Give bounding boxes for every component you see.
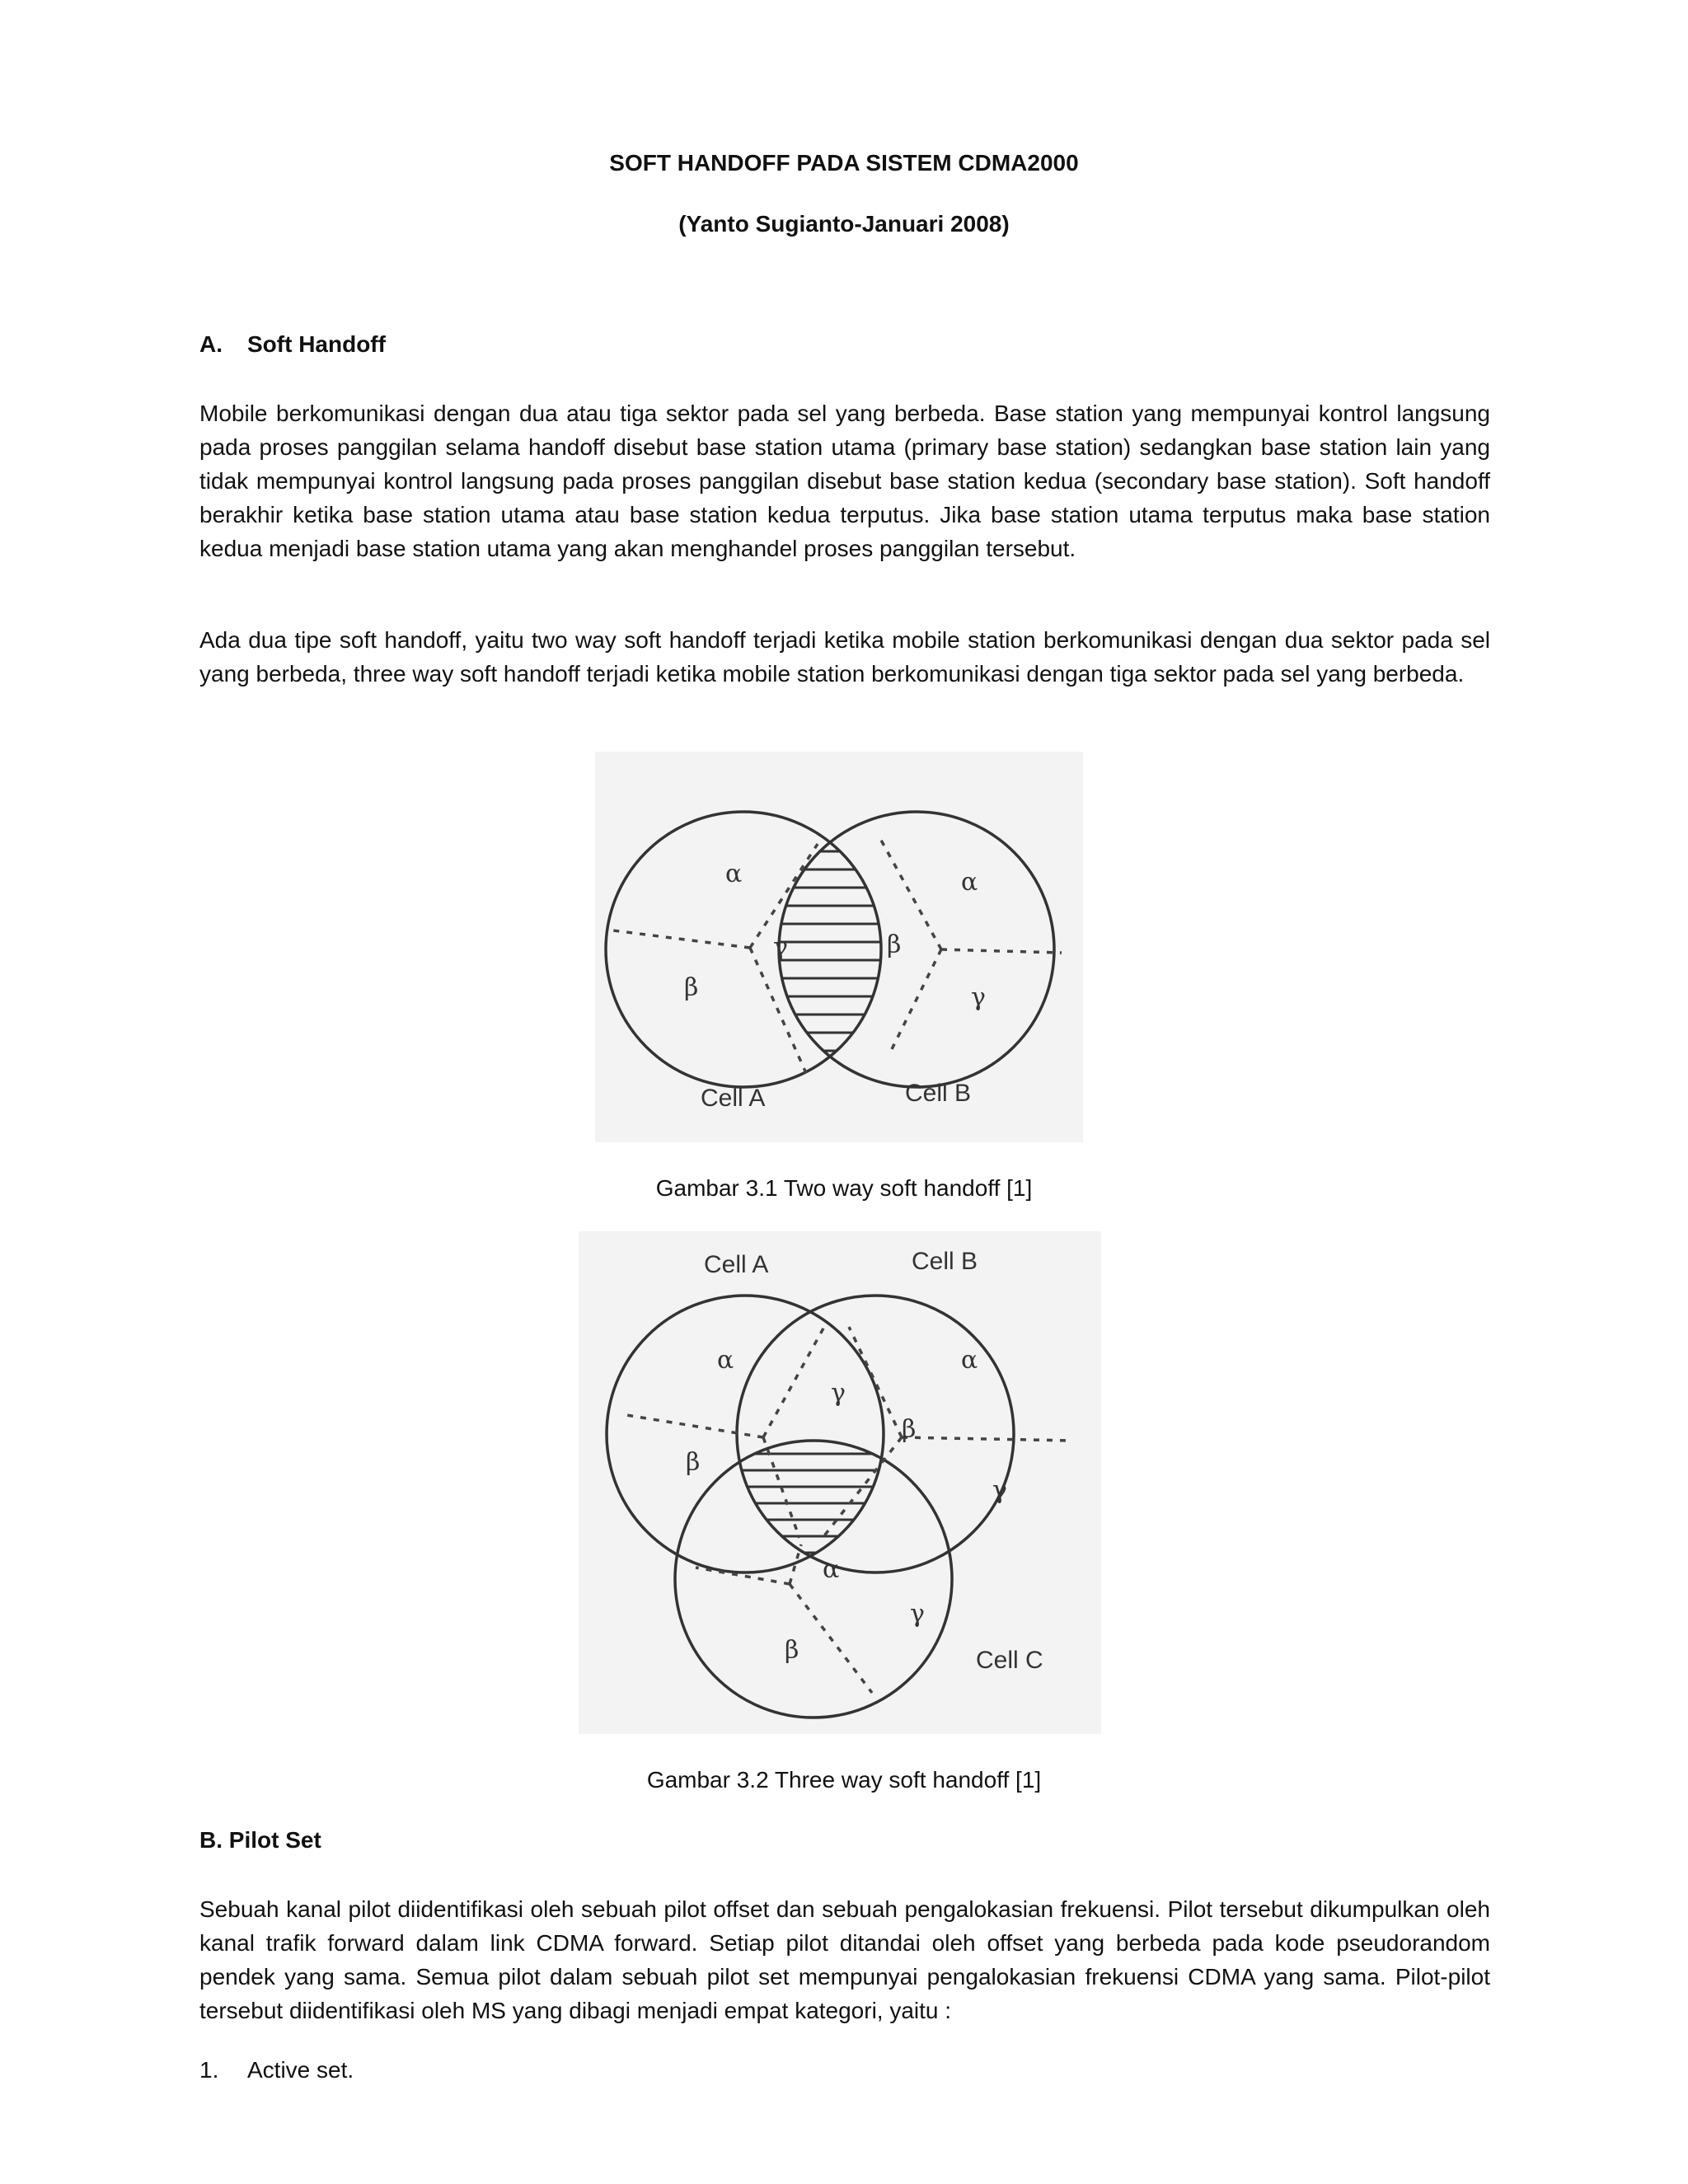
figure-3-1-caption: Gambar 3.1 Two way soft handoff [1] xyxy=(655,1175,1033,1201)
section-a-number: A. xyxy=(199,331,223,357)
cell-a-gamma-label: γ xyxy=(773,933,788,962)
cell-c-beta-label: β xyxy=(785,1636,799,1665)
cell-b-alpha-label: α xyxy=(961,1346,978,1375)
cell-b-alpha-label: α xyxy=(961,868,978,897)
list-item-text: Active set. xyxy=(247,2057,354,2083)
section-a-paragraph-2: Ada dua tipe soft handoff, yaitu two way soft handoff terjadi ketika mobile station berkomunikasi dengan dua sektor pada sel yang berbeda, three way soft handoff terjadi ketika mobile station berkomunikasi dengan tiga sektor pada sel yang berbeda. xyxy=(199,627,1490,687)
section-b-paragraph-1: Sebuah kanal pilot diidentifikasi oleh sebuah pilot offset dan sebuah pengalokasian frekuensi. Pilot tersebut dikumpulkan oleh kanal trafik forward dalam link CDMA forward. Setiap pilot ditandai oleh offset yang berbeda pada kode pseudorandom pendek yang sama. Semua pilot dalam sebuah pilot set mempunyai pengalokasian frekuensi CDMA yang sama. Pilot-pilot tersebut diidentifikasi oleh MS yang dibagi menjadi empat kategori, yaitu : xyxy=(199,1896,1490,2023)
cell-c-alpha-label: α xyxy=(823,1555,840,1584)
two-way-diagram xyxy=(595,752,1083,1142)
figure-three-way-soft-handoff xyxy=(579,1231,1101,1734)
cell-b-gamma-label: γ xyxy=(971,983,986,1012)
cell-b-beta-label: β xyxy=(887,930,902,959)
cell-a-beta-label: β xyxy=(686,1448,701,1477)
cell-a-beta-label: β xyxy=(684,973,699,1002)
three-way-diagram xyxy=(579,1231,1101,1734)
cell-a-alpha-label: α xyxy=(725,860,743,888)
document-subtitle: (Yanto Sugianto-Januari 2008) xyxy=(678,211,1010,237)
cell-c-gamma-label: γ xyxy=(910,1600,925,1629)
section-a-paragraph-1: Mobile berkomunikasi dengan dua atau tiga sektor pada sel yang berbeda. Base station yang mempunyai kontrol langsung pada proses panggilan selama handoff disebut base station utama (primary base station) sedangkan base station lain yang tidak mempunyai kontrol langsung pada proses panggilan disebut base station kedua (secondary base station). Soft handoff berakhir ketika base station utama atau base station kedua terputus. Jika base station utama terputus maka base station kedua menjadi base station utama yang akan menghandel proses panggilan tersebut. xyxy=(199,401,1490,561)
section-a-title: Soft Handoff xyxy=(247,331,386,357)
cell-b-label: Cell B xyxy=(905,1080,972,1107)
document-title: SOFT HANDOFF PADA SISTEM CDMA2000 xyxy=(609,150,1079,176)
cell-b-gamma-label: γ xyxy=(992,1476,1007,1505)
cell-a-gamma-label: γ xyxy=(831,1379,846,1408)
list-item-number: 1. xyxy=(199,2057,219,2083)
cell-a-label: Cell A xyxy=(704,1251,769,1278)
cell-c-label: Cell C xyxy=(976,1647,1043,1674)
figure-3-2-caption: Gambar 3.2 Three way soft handoff [1] xyxy=(646,1767,1042,1793)
section-a-heading xyxy=(199,331,386,358)
cell-a-label: Cell A xyxy=(701,1085,766,1112)
figure-two-way-soft-handoff xyxy=(595,752,1083,1142)
cell-b-beta-label: β xyxy=(902,1415,917,1444)
cell-b-label: Cell B xyxy=(912,1248,978,1275)
list-item xyxy=(199,2057,354,2083)
cell-a-alpha-label: α xyxy=(717,1346,734,1375)
section-b-heading: B. Pilot Set xyxy=(199,1827,321,1853)
